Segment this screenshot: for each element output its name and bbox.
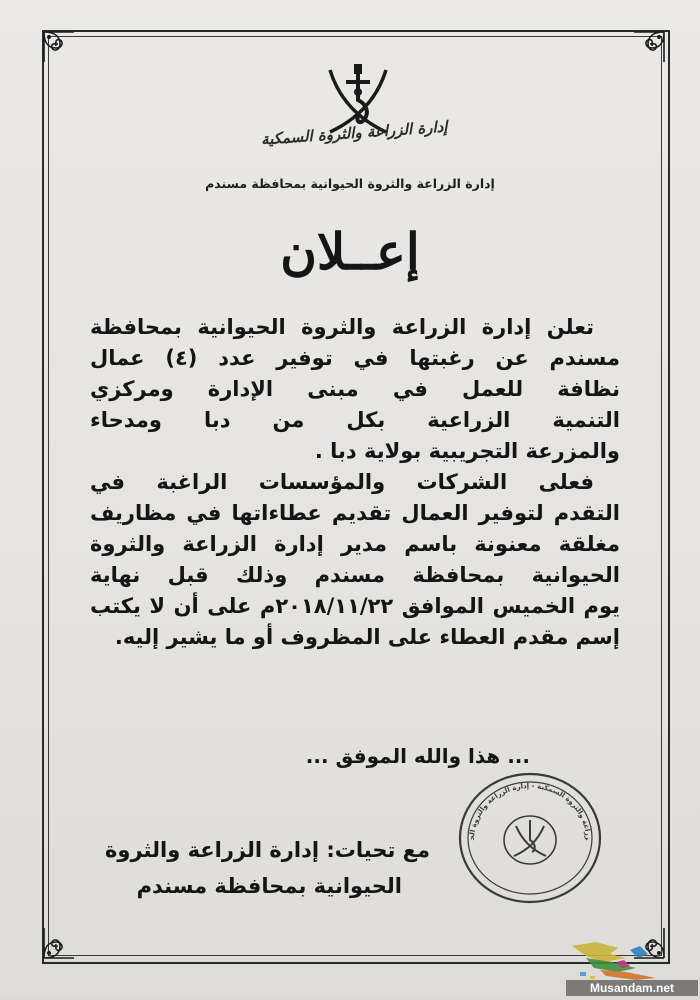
body-line: والمزرعة التجريبية بولاية دبا . (314, 439, 620, 463)
closing-line: ... هذا والله الموفق ... (305, 744, 530, 768)
watermark-text: Musandam.net (589, 981, 675, 995)
announcement-body (90, 312, 620, 653)
corner-ornament-icon (40, 28, 80, 68)
body-line: تعلن إدارة الزراعة والثروة الحيوانية بمحافظة (90, 315, 594, 339)
body-line: مسندم عن رغبتها في توفير عدد (٤) عمال (90, 346, 620, 370)
body-line: الحيوانية بمحافظة مسندم وذلك قبل نهاية (90, 563, 620, 587)
regards-line: الحيوانية بمحافظة مسندم (136, 874, 402, 898)
regards-line: مع تحيات: إدارة الزراعة والثروة (105, 838, 430, 862)
regards-signature (80, 832, 430, 904)
ministry-calligraphy-header: إدارة الزراعة والثروة السمكية (260, 117, 448, 149)
stamp-text: زراعة والثروة السمكية - إدارة الزراعة والثروة الح (467, 781, 593, 841)
body-line: نظافة للعمل في مبنى الإدارة ومركزي (90, 377, 620, 401)
corner-ornament-icon (628, 28, 668, 68)
body-line: إسم مقدم العطاء على المظروف أو ما يشير إليه. (114, 625, 620, 649)
musandam-watermark (566, 932, 698, 996)
body-line: التنمية الزراعية بكل من دبا ومدحاء (90, 408, 620, 432)
department-line: إدارة الزراعة والثروة الحيوانية بمحافظة مسندم (205, 176, 495, 191)
body-line: فعلى الشركات والمؤسسات الراغبة في (90, 470, 594, 494)
body-line: التقدم لتوفير العمال تقديم عطاءاتها في مظاريف (90, 501, 620, 525)
announcement-title: إعــلان (280, 222, 420, 281)
body-line: يوم الخميس الموافق ٢٠١٨/١١/٢٢م على أن لا يكتب (90, 594, 620, 618)
body-line: مغلقة معنونة باسم مدير إدارة الزراعة والثروة (90, 532, 620, 556)
official-stamp-icon (456, 768, 604, 908)
svg-text:سلطنة عمان - وزارة الزراعة وال (456, 768, 592, 841)
musandam-logo-icon (572, 942, 656, 980)
corner-ornament-icon (40, 922, 80, 962)
